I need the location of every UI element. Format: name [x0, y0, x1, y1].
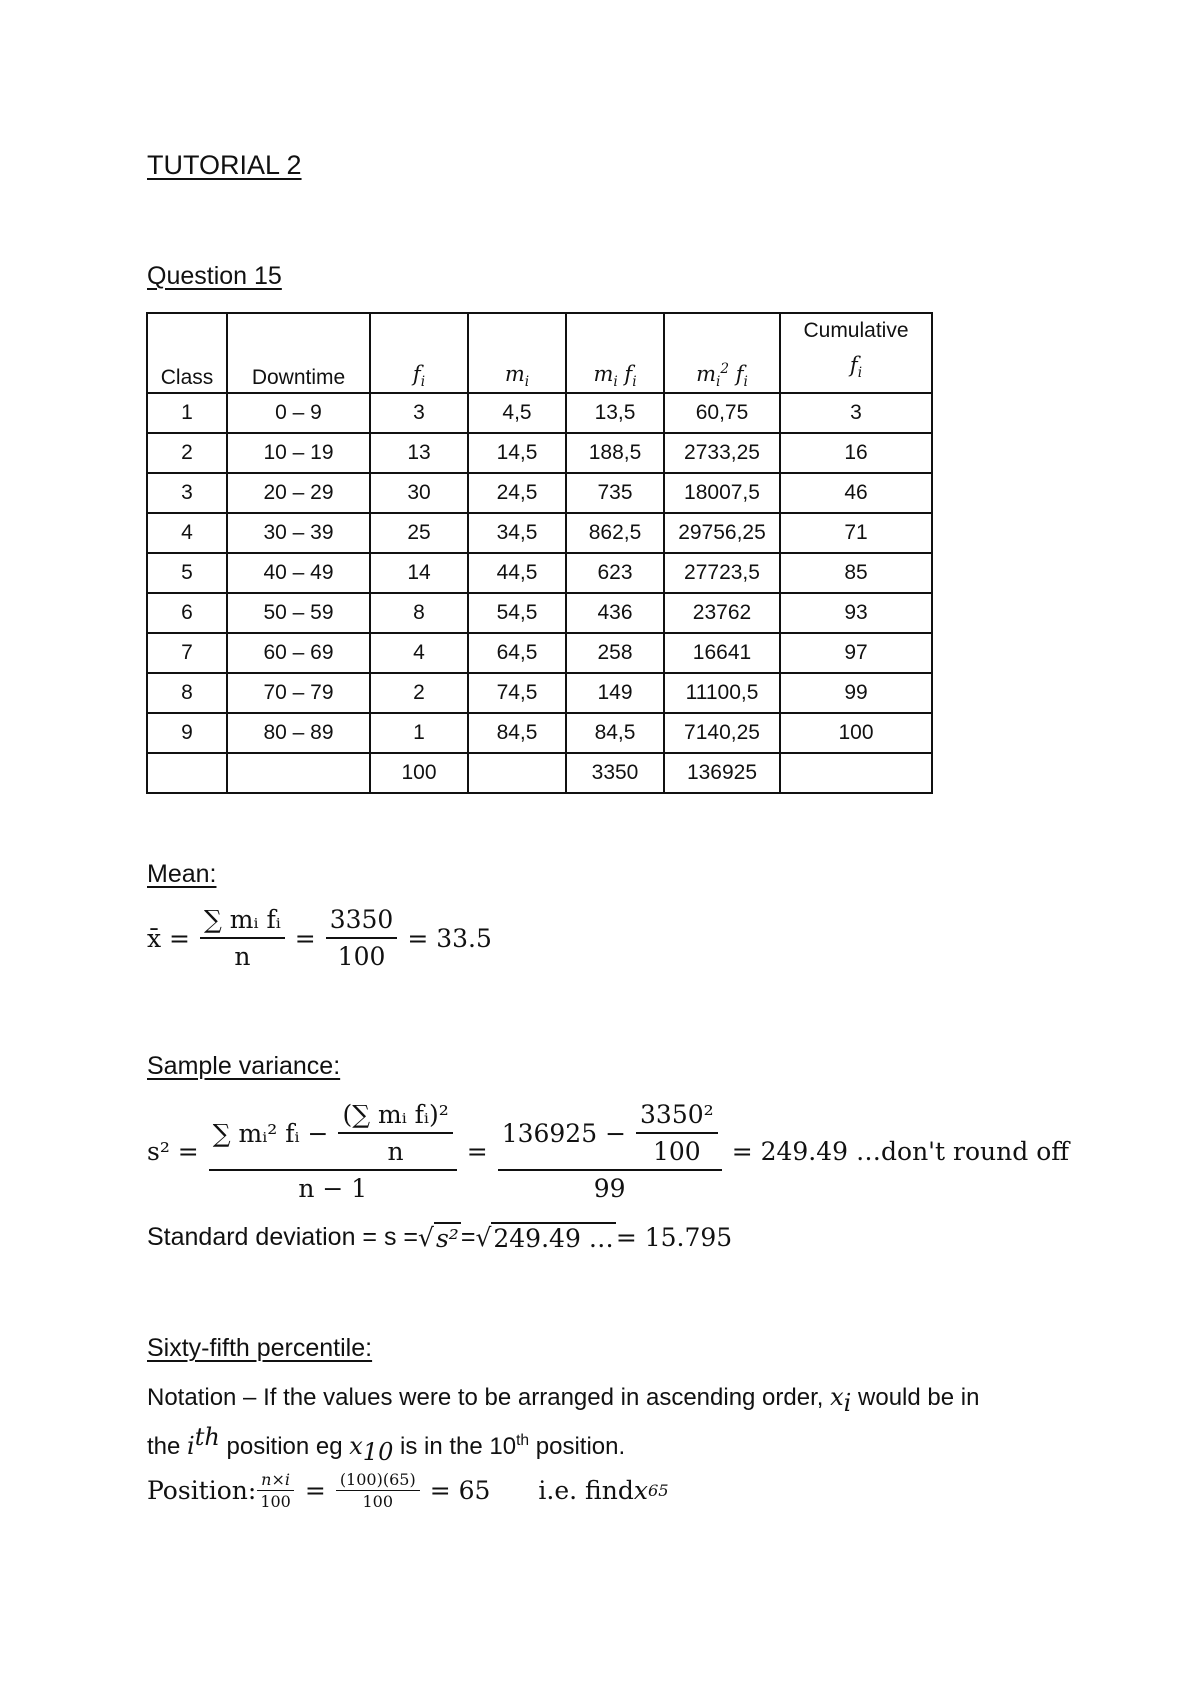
variance-lhs: s² = [147, 1137, 199, 1166]
cell-class: 7 [147, 633, 227, 673]
cell-downtime: 30 – 39 [227, 513, 370, 553]
cell-fi: 14 [370, 553, 468, 593]
cell-downtime: 80 – 89 [227, 713, 370, 753]
position-numerator-symbolic: n×i [257, 1470, 294, 1491]
header-cumulative-f: f [849, 353, 858, 377]
stdev-mid: = [460, 1223, 476, 1251]
cell-class: 1 [147, 393, 227, 433]
cell-mifi: 623 [566, 553, 664, 593]
header-mi2fi-sub2: i [743, 374, 748, 391]
header-fi-sub: i [420, 374, 426, 391]
cell-mi2fi: 2733,25 [664, 433, 780, 473]
mean-denominator-numeric: 100 [337, 942, 386, 971]
cell-cumulative: 93 [780, 593, 932, 633]
question-heading: Question 15 [147, 262, 282, 290]
cell-mi: 54,5 [468, 593, 566, 633]
header-cumulative-label: Cumulative [803, 319, 909, 342]
notation-xi-sub: i [843, 1388, 852, 1417]
cell-fi: 1 [370, 713, 468, 753]
header-mi2fi-sub: i [716, 374, 721, 391]
mean-fraction-symbolic [200, 905, 285, 971]
notation-line-2 [147, 1423, 625, 1466]
cell-mi: 14,5 [468, 433, 566, 473]
stdev-result: = 15.795 [615, 1223, 733, 1252]
position-find-x: x [633, 1476, 648, 1505]
cell-fi: 4 [370, 633, 468, 673]
position-result: = 65 [429, 1476, 491, 1505]
cell-mifi: 735 [566, 473, 664, 513]
cell-mi: 24,5 [468, 473, 566, 513]
cell-mifi: 436 [566, 593, 664, 633]
cell-mifi: 862,5 [566, 513, 664, 553]
notation-text-2b: position eg [219, 1433, 350, 1460]
cell-downtime: 70 – 79 [227, 673, 370, 713]
cell-fi: 8 [370, 593, 468, 633]
variance-numerator-numeric [498, 1100, 722, 1171]
cell-class: 6 [147, 593, 227, 633]
cell-fi: 3 [370, 393, 468, 433]
table-row [147, 673, 932, 713]
table-row [147, 473, 932, 513]
table-header-row [147, 313, 932, 393]
cell-class: 2 [147, 433, 227, 473]
page-title: TUTORIAL 2 [147, 150, 302, 180]
cell-mifi: 188,5 [566, 433, 664, 473]
position-find-text: i.e. find [538, 1476, 634, 1505]
cell-cumulative: 85 [780, 553, 932, 593]
variance-heading: Sample variance: [147, 1052, 341, 1080]
header-mifi-m: m [593, 362, 614, 386]
variance-inner-denominator: n [387, 1137, 404, 1166]
stdev-sqrt-s2: s² [435, 1224, 459, 1253]
position-numerator-numeric: (100)(65) [336, 1470, 420, 1491]
variance-formula [147, 1100, 1069, 1203]
notation-text-2c: is in the 10 [393, 1433, 517, 1460]
variance-numerator-symbolic [209, 1100, 457, 1171]
header-downtime: Downtime [227, 313, 370, 393]
variance-result: = 249.49 … [731, 1137, 882, 1166]
table-body [147, 393, 932, 793]
header-mi-symbol: m [504, 362, 525, 386]
frequency-table [146, 312, 933, 794]
stdev-sqrt-symbol-2: √ [475, 1223, 492, 1252]
mean-fraction-numeric [326, 905, 398, 971]
variance-fraction-symbolic [209, 1100, 457, 1203]
cell-fi: 13 [370, 433, 468, 473]
position-formula [147, 1470, 669, 1511]
cell-downtime: 10 – 19 [227, 433, 370, 473]
header-mi2fi-f: f [729, 362, 744, 386]
mean-formula [147, 905, 492, 971]
cell-mi2fi: 27723,5 [664, 553, 780, 593]
cell-cumulative: 71 [780, 513, 932, 553]
stdev-formula [147, 1222, 732, 1253]
cell-mifi: 258 [566, 633, 664, 673]
table-row [147, 633, 932, 673]
cell-cumulative: 3 [780, 393, 932, 433]
percentile-heading: Sixty-fifth percentile: [147, 1334, 373, 1362]
cell-class: 3 [147, 473, 227, 513]
cell-downtime: 50 – 59 [227, 593, 370, 633]
notation-text-1a: Notation – If the values were to be arranged in ascending order, [147, 1384, 831, 1411]
variance-fraction-numeric [498, 1100, 722, 1203]
position-find-sub: 65 [647, 1481, 669, 1500]
table-row [147, 433, 932, 473]
header-fi [370, 313, 468, 393]
stdev-label: Standard deviation = s = [147, 1223, 419, 1251]
header-mi2fi-m: m [696, 362, 717, 386]
cell-cumulative: 16 [780, 433, 932, 473]
notation-text-2a: the [147, 1433, 188, 1460]
total-mi [468, 753, 566, 793]
cell-fi: 2 [370, 673, 468, 713]
mean-result: = 33.5 [407, 923, 492, 953]
variance-outer-denominator: n − 1 [298, 1174, 368, 1203]
header-mifi [566, 313, 664, 393]
total-class [147, 753, 227, 793]
table-row [147, 513, 932, 553]
table-row [147, 553, 932, 593]
cell-cumulative: 46 [780, 473, 932, 513]
header-class: Class [147, 313, 227, 393]
table-totals-row [147, 753, 932, 793]
cell-mi: 74,5 [468, 673, 566, 713]
header-cumulative-sub: i [857, 365, 863, 382]
notation-ith-sup: th [194, 1423, 220, 1451]
mean-numerator-symbolic: ∑ mᵢ fᵢ [200, 905, 285, 939]
notation-text-2d: position. [529, 1433, 626, 1460]
stdev-sqrt-value: 249.49 … [493, 1224, 614, 1253]
variance-value-a: 136925 − [501, 1118, 627, 1148]
notation-ith: i [187, 1432, 195, 1460]
variance-inner-numerator: (∑ mᵢ fᵢ)² [338, 1100, 452, 1134]
cell-mifi: 149 [566, 673, 664, 713]
cell-mi: 64,5 [468, 633, 566, 673]
mean-lhs: x̄ = [147, 923, 190, 953]
table-row [147, 393, 932, 433]
header-mifi-f: f [617, 362, 633, 386]
total-cumulative [780, 753, 932, 793]
cell-mi: 84,5 [468, 713, 566, 753]
cell-mifi: 13,5 [566, 393, 664, 433]
header-mi2fi [664, 313, 780, 393]
variance-value-inner-denominator: 100 [653, 1137, 701, 1166]
cell-mifi: 84,5 [566, 713, 664, 753]
cell-downtime: 40 – 49 [227, 553, 370, 593]
header-mi-sub: i [524, 374, 530, 391]
variance-value-denominator: 99 [593, 1174, 626, 1203]
cell-mi: 4,5 [468, 393, 566, 433]
cell-mi2fi: 7140,25 [664, 713, 780, 753]
cell-cumulative: 97 [780, 633, 932, 673]
total-mi2fi: 136925 [664, 753, 780, 793]
cell-class: 8 [147, 673, 227, 713]
header-mifi-sub2: i [632, 374, 637, 391]
notation-text-1b: would be in [851, 1384, 980, 1411]
mean-equals: = [294, 923, 316, 953]
header-mi [468, 313, 566, 393]
table-row [147, 593, 932, 633]
header-fi-symbol: f [412, 362, 421, 386]
cell-fi: 30 [370, 473, 468, 513]
table-row [147, 713, 932, 753]
cell-mi2fi: 23762 [664, 593, 780, 633]
variance-note: don't round off [881, 1137, 1070, 1166]
variance-inner-fraction [338, 1100, 452, 1166]
position-fraction-symbolic [256, 1470, 295, 1511]
position-denominator-symbolic: 100 [260, 1492, 291, 1511]
notation-line-1 [147, 1383, 979, 1417]
cell-mi2fi: 29756,25 [664, 513, 780, 553]
position-equals: = [304, 1476, 326, 1505]
cell-mi2fi: 16641 [664, 633, 780, 673]
cell-class: 4 [147, 513, 227, 553]
notation-x10-sub: 10 [362, 1437, 394, 1466]
cell-mi2fi: 60,75 [664, 393, 780, 433]
position-label: Position: [147, 1476, 257, 1505]
stdev-sqrt-symbol-1: √ [418, 1223, 434, 1252]
notation-x10: x [349, 1432, 363, 1460]
total-fi: 100 [370, 753, 468, 793]
mean-heading: Mean: [147, 860, 217, 888]
cell-class: 9 [147, 713, 227, 753]
variance-value-inner-numerator: 3350² [636, 1100, 718, 1134]
cell-mi: 44,5 [468, 553, 566, 593]
cell-mi2fi: 11100,5 [664, 673, 780, 713]
variance-equals: = [466, 1137, 488, 1166]
total-mifi: 3350 [566, 753, 664, 793]
cell-downtime: 0 – 9 [227, 393, 370, 433]
notation-xi: x [830, 1383, 844, 1411]
variance-sum-part: ∑ mᵢ² fᵢ − [212, 1118, 329, 1148]
position-fraction-numeric [336, 1470, 420, 1511]
cell-downtime: 20 – 29 [227, 473, 370, 513]
mean-numerator-numeric: 3350 [326, 905, 398, 939]
header-mifi-sub1: i [613, 374, 618, 391]
position-denominator-numeric: 100 [362, 1492, 394, 1511]
cell-fi: 25 [370, 513, 468, 553]
cell-cumulative: 100 [780, 713, 932, 753]
cell-class: 5 [147, 553, 227, 593]
cell-cumulative: 99 [780, 673, 932, 713]
variance-value-inner-fraction [636, 1100, 718, 1166]
cell-mi: 34,5 [468, 513, 566, 553]
cell-mi2fi: 18007,5 [664, 473, 780, 513]
notation-th-sup: th [516, 1432, 530, 1449]
header-cumulative [780, 313, 932, 393]
mean-denominator-symbolic: n [234, 942, 251, 971]
total-downtime [227, 753, 370, 793]
cell-downtime: 60 – 69 [227, 633, 370, 673]
header-mi2fi-sup: 2 [720, 361, 730, 377]
